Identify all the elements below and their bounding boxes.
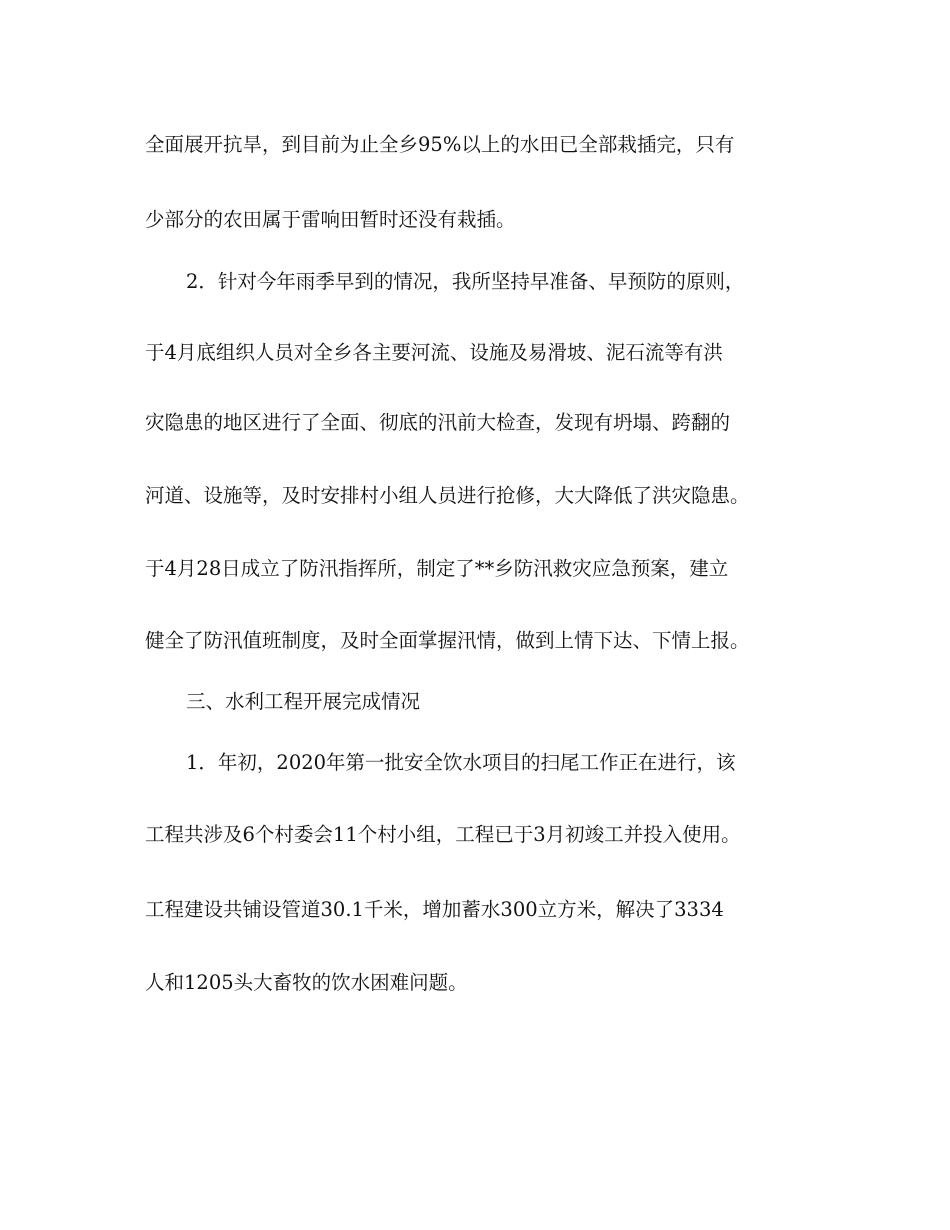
paragraph-line-5: 灾隐患的地区进行了全面、彻底的汛前大检查，发现有坍塌、跨翻的 [145, 411, 731, 434]
paragraph-line-7: 于4月28日成立了防汛指挥所，制定了**乡防汛救灾应急预案，建立 [145, 557, 729, 580]
paragraph-line-13: 人和1205头大畜牧的饮水困难问题。 [145, 971, 468, 994]
paragraph-line-2: 少部分的农田属于雷响田暂时还没有栽插。 [145, 208, 516, 231]
paragraph-line-3: 2．针对今年雨季早到的情况，我所坚持早准备、早预防的原则， [186, 270, 745, 293]
section-heading: 三、水利工程开展完成情况 [186, 690, 421, 713]
paragraph-line-6: 河道、设施等，及时安排村小组人员进行抢修，大大降低了洪灾隐患。 [145, 484, 750, 507]
paragraph-line-12: 工程建设共铺设管道30.1千米，增加蓄水300立方米，解决了3334 [145, 898, 724, 921]
paragraph-line-8: 健全了防汛值班制度，及时全面掌握汛情，做到上情下达、下情上报。 [145, 629, 750, 652]
paragraph-line-10: 1．年初，2020年第一批安全饮水项目的扫尾工作正在进行，该 [186, 751, 736, 774]
paragraph-line-4: 于4月底组织人员对全乡各主要河流、设施及易滑坡、泥石流等有洪 [145, 341, 723, 364]
paragraph-line-1: 全面展开抗旱，到目前为止全乡95%以上的水田已全部栽插完，只有 [145, 133, 735, 156]
paragraph-line-11: 工程共涉及6个村委会11个村小组，工程已于3月初竣工并投入使用。 [145, 823, 741, 846]
